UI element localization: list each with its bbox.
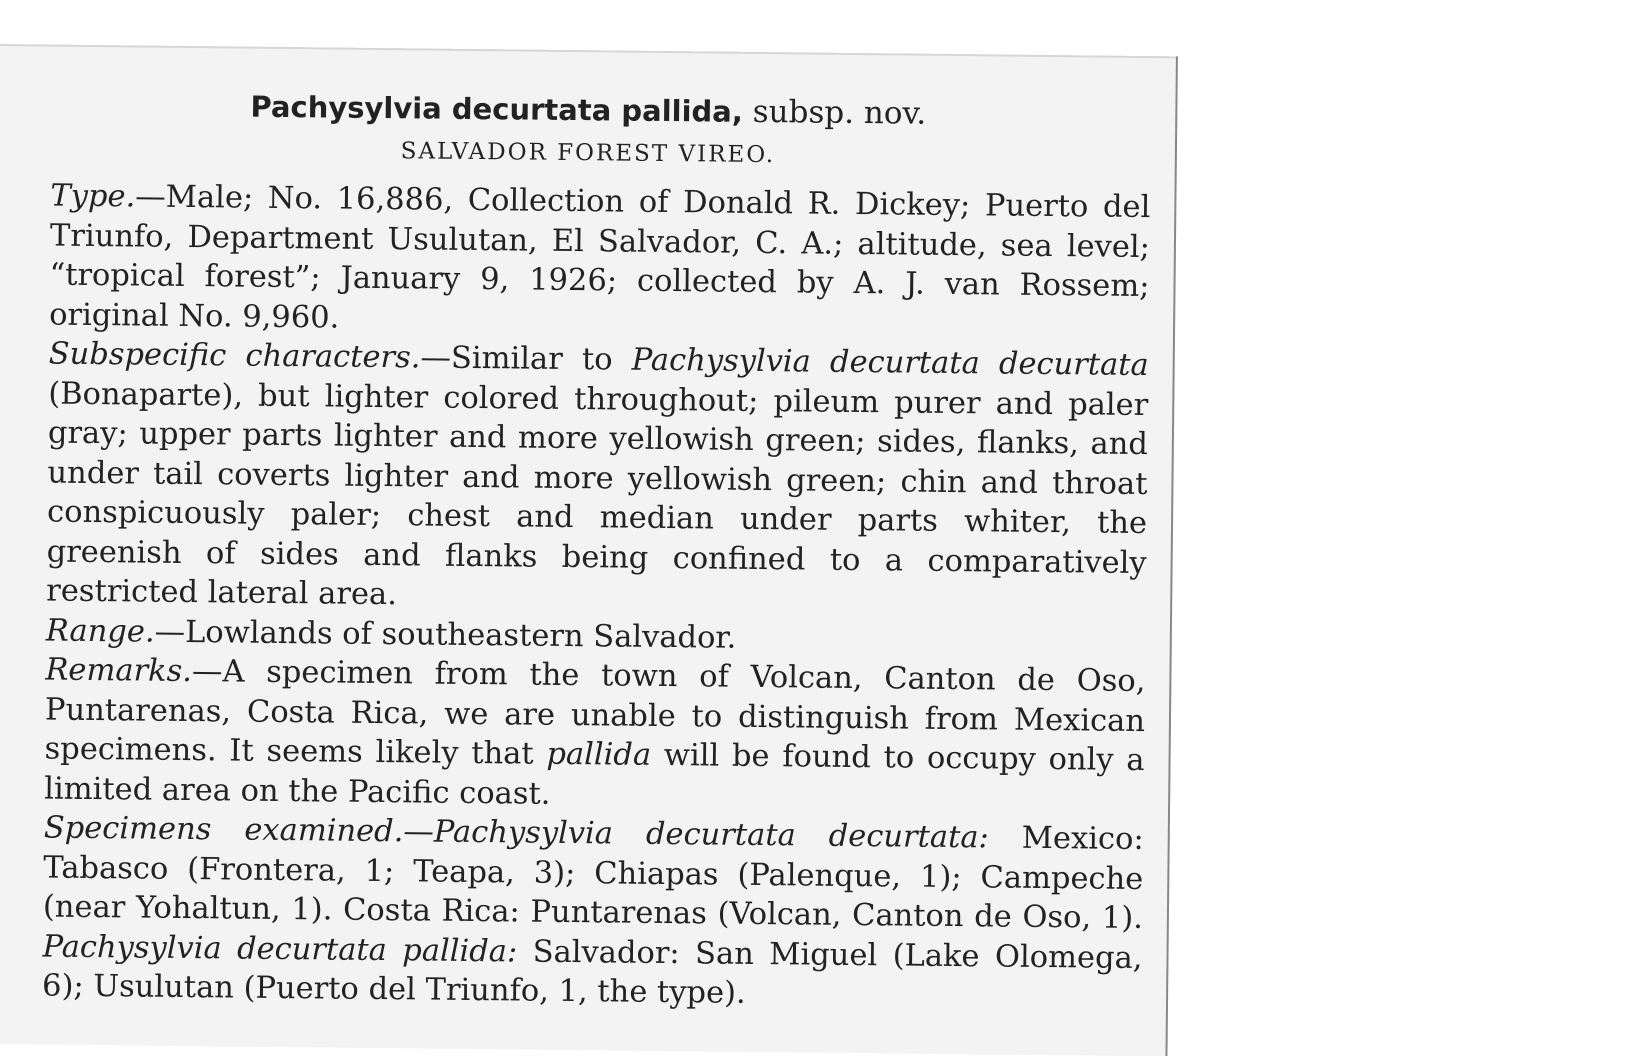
specimens-paragraph xyxy=(0,808,1144,1017)
range-text: —Lowlands of southeastern Salvador. xyxy=(154,614,737,656)
remarks-text-2: will be found to occupy only a limited area on the Pacific coast. xyxy=(44,737,1145,812)
scientific-name: Pachysylvia decurtata pallida, xyxy=(250,89,744,129)
type-text: —Male; No. 16,886, Collection of Donald R. Dickey; Puerto del Triunfo, Department Usulutan, El Salvador, C. A.; altitude, sea level; “tropical forest”; January 9, 1926; collected by A. J. van Rossem; original No. 9,960. xyxy=(48,179,1151,336)
title-suffix: subsp. nov. xyxy=(752,93,927,132)
subspecific-text: (Bonaparte), but lighter colored throughout; pileum purer and paler gray; upper parts lighter and more yellowish green; sides, flanks, and under tail coverts lighter and more yellowish green; chin and throat conspicuously paler; chest and median under parts whiter, the greenish of sides and flanks being confined to a comparatively restricted lateral area. xyxy=(46,376,1149,613)
specimens-text-1: Mexico: Tabasco (Frontera, 1; Teapa, 3); Chiapas (Palenque, 1); Campeche (near Yohaltun, 1). Costa Rica: Puntarenas (Volcan, Canton de Oso, 1). xyxy=(42,820,1144,937)
remarks-heading: Remarks. xyxy=(45,652,193,690)
specimens-name-1: —Pachysylvia decurtata decurtata: xyxy=(403,814,989,856)
document-body xyxy=(0,84,1152,1017)
subspecific-compared-name: Pachysylvia decurtata decurtata xyxy=(631,342,1149,384)
subspecific-heading: Subspecific characters. xyxy=(48,336,421,376)
subspecific-paragraph xyxy=(0,334,1149,622)
common-name: SALVADOR FOREST VIREO. xyxy=(400,138,776,169)
remarks-paragraph xyxy=(0,650,1146,820)
range-heading: Range. xyxy=(45,613,155,650)
type-paragraph xyxy=(3,176,1151,346)
specimens-name-2: Pachysylvia decurtata pallida: xyxy=(42,928,518,969)
remarks-text-1: —A specimen from the town of Volcan, Canton de Oso, Puntarenas, Costa Rica, we are unable to distinguish from Mexican specimens. It seems likely that xyxy=(44,654,1146,772)
specimens-text-2: Salvador: San Miguel (Lake Olomega, 6); Usulutan (Puerto del Triunfo, 1, the type). xyxy=(41,933,1143,1011)
specimens-heading: Specimens examined. xyxy=(43,810,404,850)
type-heading: Type. xyxy=(50,178,136,215)
document-clipping xyxy=(0,44,1178,1056)
subspecific-pre: —Similar to xyxy=(420,340,632,378)
species-title xyxy=(25,84,1151,136)
remarks-name: pallida xyxy=(546,736,652,773)
